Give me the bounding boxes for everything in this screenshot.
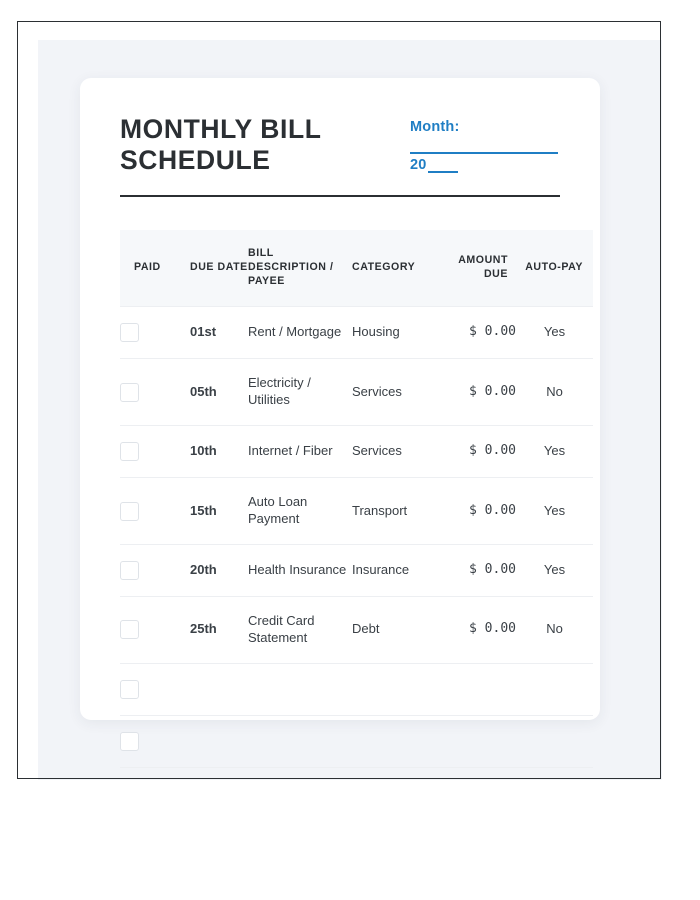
cell-autopay: Yes — [516, 426, 593, 478]
cell-desc: Electricity / Utilities — [248, 359, 352, 426]
column-header-category: CATEGORY — [352, 261, 416, 274]
column-header-bill-description: BILL DESCRIPTION / PAYEE — [248, 247, 334, 288]
cell-paid — [120, 715, 190, 767]
document-header — [120, 78, 560, 175]
paid-checkbox[interactable] — [120, 502, 139, 521]
cell-desc: Auto Loan Payment — [248, 478, 352, 545]
amount-value: $ 0.00 — [469, 443, 516, 459]
paid-checkbox[interactable] — [120, 442, 139, 461]
column-header-paid: PAID — [134, 261, 161, 274]
cell-autopay: Yes — [516, 544, 593, 596]
cell-amount — [440, 715, 516, 767]
cell-autopay: No — [516, 596, 593, 663]
cell-due: 20th — [190, 544, 248, 596]
amount-value: $ 0.00 — [469, 324, 516, 340]
year-prefix: 20 — [410, 156, 427, 173]
cell-category — [352, 715, 440, 767]
table-row — [120, 359, 593, 426]
cell-autopay: Yes — [516, 478, 593, 545]
cell-autopay — [516, 663, 593, 715]
cell-due — [190, 715, 248, 767]
cell-due: 25th — [190, 596, 248, 663]
cell-category — [352, 663, 440, 715]
table-row — [120, 307, 593, 359]
table-row — [120, 478, 593, 545]
cell-amount — [440, 478, 516, 545]
cell-desc — [248, 715, 352, 767]
amount-value: $ 0.00 — [469, 561, 516, 577]
cell-due: 10th — [190, 426, 248, 478]
cell-due: 01st — [190, 307, 248, 359]
table-row — [120, 426, 593, 478]
cell-paid — [120, 307, 190, 359]
cell-amount — [440, 307, 516, 359]
paid-checkbox[interactable] — [120, 732, 139, 751]
cell-category: Housing — [352, 307, 440, 359]
amount-value: $ 0.00 — [469, 621, 516, 637]
cell-autopay: Yes — [516, 307, 593, 359]
cell-autopay — [516, 715, 593, 767]
table-header-row — [120, 230, 593, 306]
cell-amount — [440, 359, 516, 426]
paid-checkbox[interactable] — [120, 323, 139, 342]
cell-amount — [440, 663, 516, 715]
column-header-auto-pay: AUTO-PAY — [525, 261, 583, 274]
cell-desc: Rent / Mortgage — [248, 307, 352, 359]
paid-checkbox[interactable] — [120, 561, 139, 580]
cell-amount — [440, 426, 516, 478]
cell-paid — [120, 663, 190, 715]
cell-amount — [440, 544, 516, 596]
table-row — [120, 544, 593, 596]
cell-due: 05th — [190, 359, 248, 426]
cell-amount — [440, 596, 516, 663]
table-row — [120, 663, 593, 715]
month-write-in-line[interactable] — [410, 152, 558, 154]
document-content — [80, 78, 600, 768]
month-field-label: Month: — [410, 119, 460, 135]
cell-desc: Internet / Fiber — [248, 426, 352, 478]
cell-paid — [120, 596, 190, 663]
column-header-due-date: DUE DATE — [190, 261, 248, 274]
cell-paid — [120, 359, 190, 426]
paid-checkbox[interactable] — [120, 680, 139, 699]
table-header — [120, 230, 593, 306]
cell-category: Services — [352, 426, 440, 478]
page-title: MONTHLY BILL SCHEDULE — [120, 114, 322, 175]
bill-schedule-table — [120, 230, 593, 767]
cell-desc: Health Insurance — [248, 544, 352, 596]
cell-desc: Credit Card Statement — [248, 596, 352, 663]
month-year-field-group — [410, 114, 560, 173]
cell-due — [190, 663, 248, 715]
cell-autopay: No — [516, 359, 593, 426]
column-header-amount-due: AMOUNT DUE — [458, 254, 508, 281]
amount-value: $ 0.00 — [469, 383, 516, 399]
cell-category: Transport — [352, 478, 440, 545]
cell-paid — [120, 426, 190, 478]
cell-category: Debt — [352, 596, 440, 663]
table-row — [120, 596, 593, 663]
cell-desc — [248, 663, 352, 715]
cell-paid — [120, 478, 190, 545]
paid-checkbox[interactable] — [120, 383, 139, 402]
cell-category: Insurance — [352, 544, 440, 596]
table-body — [120, 307, 593, 767]
cell-paid — [120, 544, 190, 596]
paid-checkbox[interactable] — [120, 620, 139, 639]
title-divider — [120, 195, 560, 197]
table-row — [120, 715, 593, 767]
cell-category: Services — [352, 359, 440, 426]
year-field[interactable] — [410, 157, 560, 173]
cell-due: 15th — [190, 478, 248, 545]
year-write-in-line[interactable] — [428, 159, 458, 173]
amount-value: $ 0.00 — [469, 502, 516, 518]
